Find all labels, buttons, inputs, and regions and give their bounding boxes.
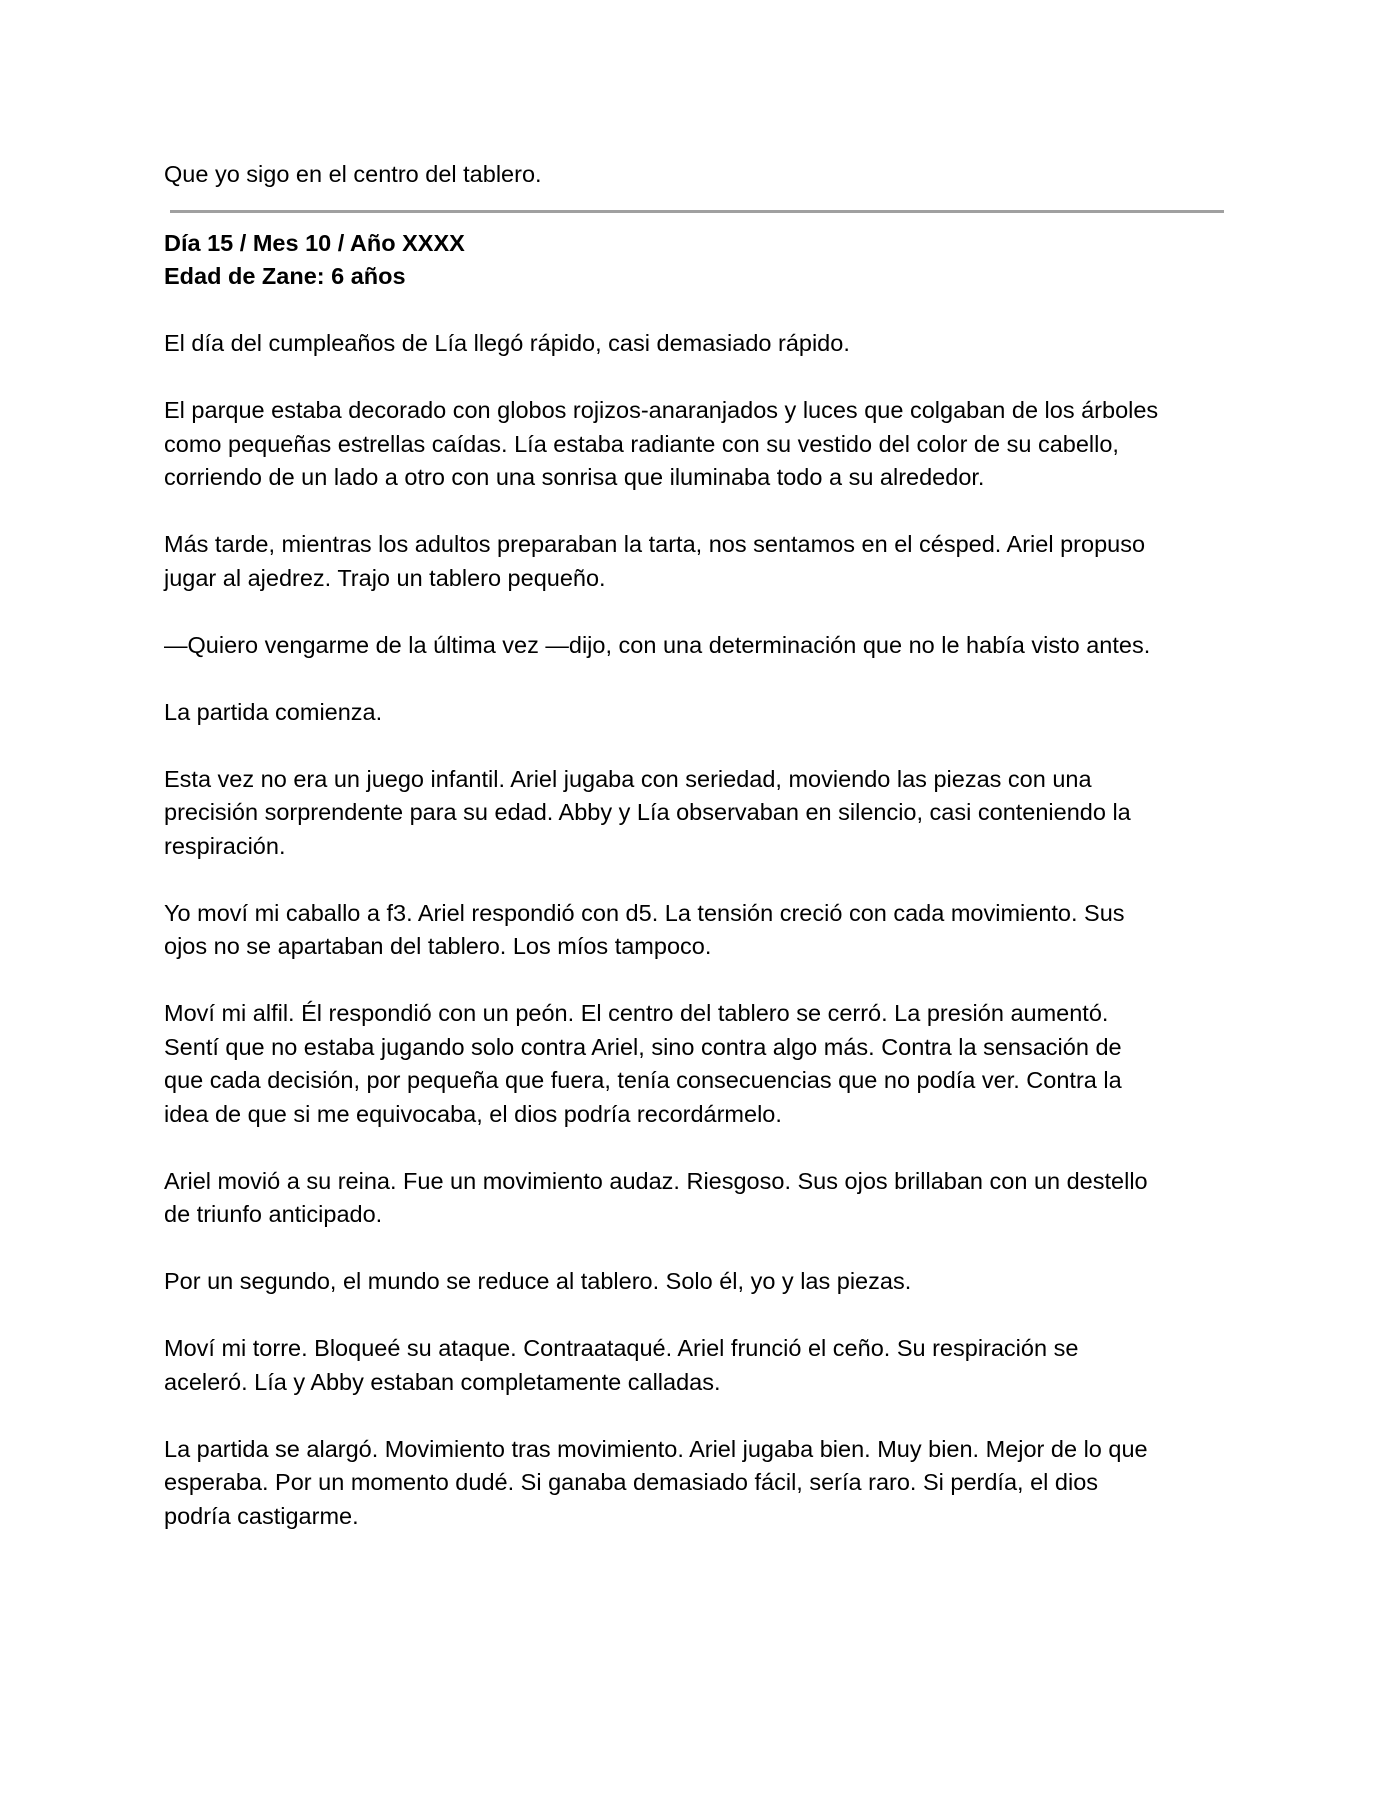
entry-age: Edad de Zane: 6 años: [164, 263, 406, 289]
paragraph-line: Yo moví mi caballo a f3. Ariel respondió con d5. La tensión creció con cada movimiento. Sus: [164, 899, 1125, 926]
paragraph-line: Ariel movió a su reina. Fue un movimiento audaz. Riesgoso. Sus ojos brillaban con un destello: [164, 1167, 1148, 1194]
paragraph: [164, 1433, 1234, 1534]
paragraph-line: Esta vez no era un juego infantil. Ariel jugaba con seriedad, moviendo las piezas con una: [164, 765, 1092, 792]
paragraph: [164, 1265, 1234, 1299]
paragraph-line: esperaba. Por un momento dudé. Si ganaba demasiado fácil, sería raro. Si perdía, el dios: [164, 1469, 1099, 1495]
paragraph: [164, 997, 1234, 1131]
intro-line: Que yo sigo en el centro del tablero.: [164, 161, 542, 187]
paragraph: [164, 696, 1234, 730]
body-paragraphs: [164, 327, 1234, 1533]
paragraph-line: La partida se alargó. Movimiento tras movimiento. Ariel jugaba bien. Muy bien. Mejor de lo que: [164, 1435, 1148, 1462]
paragraph: [164, 629, 1234, 663]
horizontal-divider: [170, 210, 1224, 213]
paragraph-line: como pequeñas estrellas caídas. Lía estaba radiante con su vestido del color de su cabello,: [164, 430, 1119, 457]
entry-date: Día 15 / Mes 10 / Año XXXX: [164, 229, 465, 256]
paragraph: [164, 528, 1234, 595]
paragraph: [164, 327, 1234, 361]
paragraph-line: ojos no se apartaban del tablero. Los míos tampoco.: [164, 933, 712, 959]
paragraph-line: Sentí que no estaba jugando solo contra Ariel, sino contra algo más. Contra la sensación de: [164, 1033, 1122, 1060]
paragraph-line: Más tarde, mientras los adultos preparaban la tarta, nos sentamos en el césped. Ariel propuso: [164, 531, 1146, 557]
paragraph-line: corriendo de un lado a otro con una sonrisa que iluminaba todo a su alrededor.: [164, 464, 985, 490]
paragraph-line: Por un segundo, el mundo se reduce al tablero. Solo él, yo y las piezas.: [164, 1268, 912, 1294]
paragraph-line: podría castigarme.: [164, 1502, 359, 1529]
paragraph: [164, 897, 1234, 964]
paragraph-line: Moví mi torre. Bloqueé su ataque. Contraataqué. Ariel frunció el ceño. Su respiración se: [164, 1335, 1079, 1361]
paragraph-line: Moví mi alfil. Él respondió con un peón. El centro del tablero se cerró. La presión aumentó.: [164, 1000, 1109, 1026]
paragraph: [164, 394, 1234, 495]
paragraph: [164, 1332, 1234, 1399]
document-page: [164, 158, 1234, 1567]
paragraph-line: de triunfo anticipado.: [164, 1201, 383, 1227]
paragraph-line: La partida comienza.: [164, 698, 383, 725]
paragraph: [164, 763, 1234, 864]
paragraph: [164, 1165, 1234, 1232]
paragraph-line: El parque estaba decorado con globos rojizos-anaranjados y luces que colgaban de los árboles: [164, 397, 1159, 423]
paragraph-line: precisión sorprendente para su edad. Abby y Lía observaban en silencio, casi conteniendo la: [164, 799, 1131, 825]
paragraph-line: —Quiero vengarme de la última vez —dijo, con una determinación que no le había visto antes.: [164, 631, 1151, 658]
paragraph-line: aceleró. Lía y Abby estaban completamente calladas.: [164, 1368, 721, 1395]
paragraph-line: El día del cumpleaños de Lía llegó rápido, casi demasiado rápido.: [164, 330, 850, 356]
paragraph-line: respiración.: [164, 832, 286, 859]
paragraph-line: que cada decisión, por pequeña que fuera, tenía consecuencias que no podía ver. Contra la: [164, 1067, 1122, 1093]
paragraph-line: jugar al ajedrez. Trajo un tablero pequeño.: [164, 564, 606, 591]
paragraph-line: idea de que si me equivocaba, el dios podría recordármelo.: [164, 1100, 782, 1127]
